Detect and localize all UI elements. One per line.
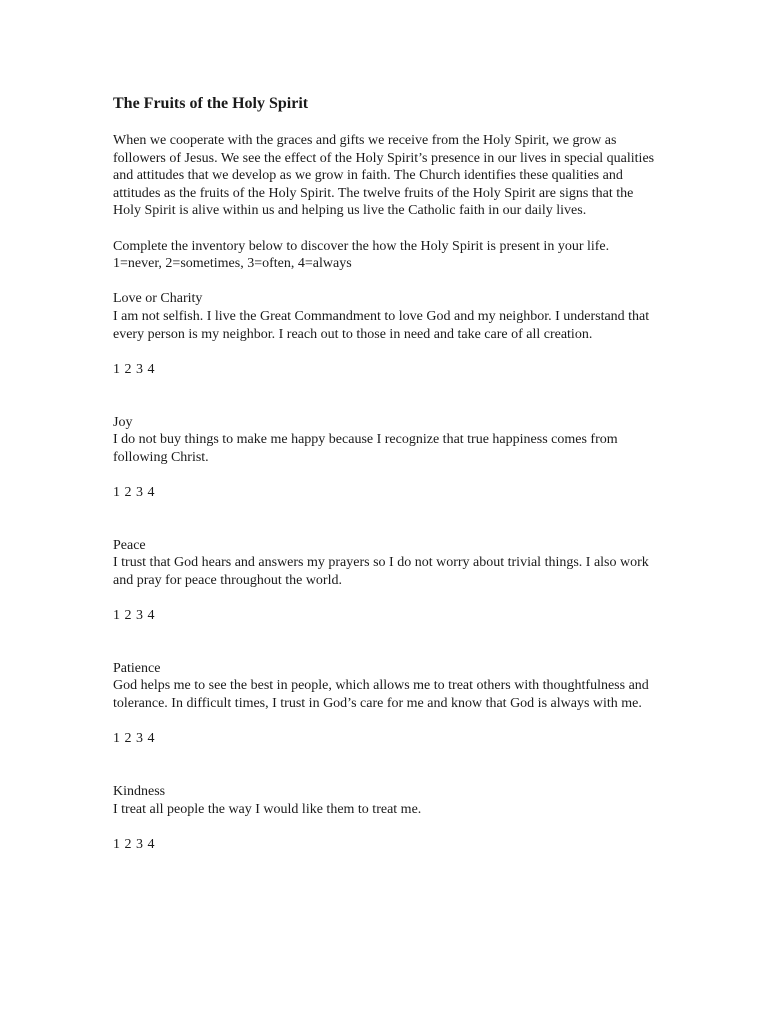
fruit-peace	[113, 537, 658, 625]
fruit-heading: Love or Charity	[113, 291, 203, 307]
fruit-patience	[113, 660, 658, 748]
rating-scale: 1 2 3 4	[113, 484, 155, 500]
fruit-heading: Peace	[113, 537, 146, 553]
rating-scale: 1 2 3 4	[113, 731, 155, 747]
fruit-description: I am not selfish. I live the Great Commandment to love God and my neighbor. I understand that every person is my neighbor. I reach out to those in need and take care of all creation.	[113, 308, 650, 342]
spacer	[113, 625, 658, 660]
fruit-description: I trust that God hears and answers my prayers so I do not worry about trivial things. I also work and pray for peace throughout the world.	[113, 555, 649, 588]
fruit-kindness	[113, 783, 658, 853]
spacer	[113, 501, 658, 536]
fruit-joy	[113, 414, 658, 502]
spacer	[113, 748, 658, 783]
fruit-love-or-charity	[113, 290, 658, 378]
spacer	[113, 378, 658, 413]
page-title: The Fruits of the Holy Spirit	[113, 95, 309, 112]
document-page	[113, 94, 658, 853]
fruit-description: God helps me to see the best in people, which allows me to treat others with thoughtfulness and tolerance. In difficult times, I trust in God’s care for me and know that God is always with me.	[113, 678, 649, 711]
fruit-description: I treat all people the way I would like them to treat me.	[113, 801, 422, 817]
rating-scale-legend: 1=never, 2=sometimes, 3=often, 4=always	[113, 256, 352, 272]
rating-scale: 1 2 3 4	[113, 836, 155, 852]
fruit-description: I do not buy things to make me happy because I recognize that true happiness comes from following Christ.	[113, 432, 618, 465]
fruit-heading: Kindness	[113, 783, 166, 799]
fruit-heading: Patience	[113, 660, 161, 676]
intro-paragraph: When we cooperate with the graces and gifts we receive from the Holy Spirit, we grow as followers of Jesus. We see the effect of the Holy Spirit’s presence in our lives in special qualities and attitudes that we develop as we grow in faith. The Church identifies these qualities and attitudes as the fruits of the Holy Spirit. The twelve fruits of the Holy Spirit are signs that the Holy Spirit is alive within us and helping us live the Catholic faith in our daily lives.	[113, 133, 655, 219]
instructions	[113, 238, 658, 273]
fruit-heading: Joy	[113, 414, 133, 430]
rating-scale: 1 2 3 4	[113, 608, 155, 624]
rating-scale: 1 2 3 4	[113, 361, 155, 377]
instructions-text: Complete the inventory below to discover the how the Holy Spirit is present in your life.	[113, 238, 610, 254]
